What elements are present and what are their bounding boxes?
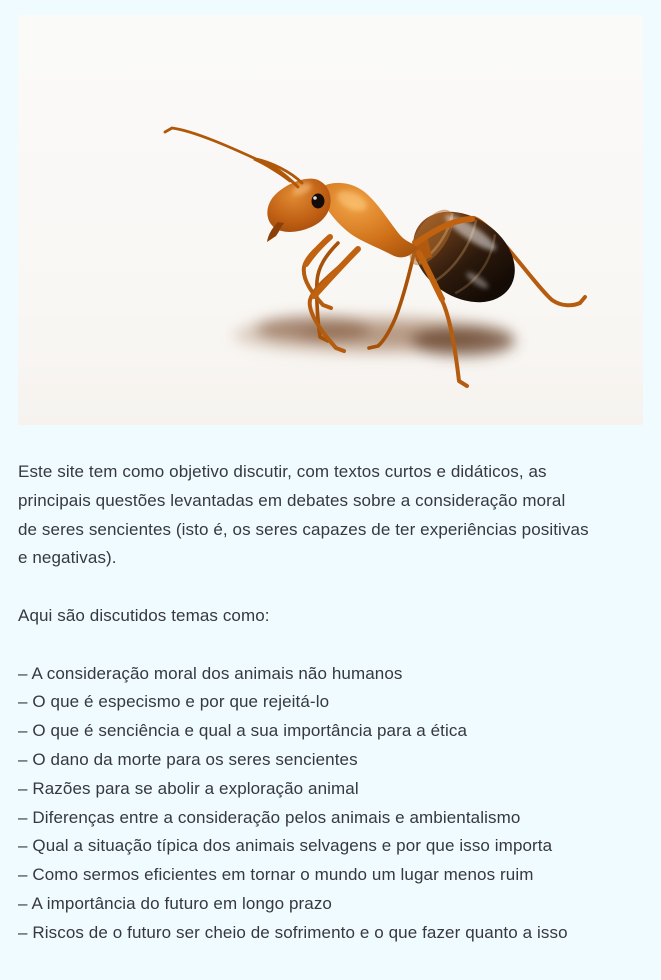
photo-background (18, 15, 643, 425)
topic-item: – Como sermos eficientes em tornar o mundo um lugar menos ruim (18, 865, 534, 885)
topic-item: – Diferenças entre a consideração pelos animais e ambientalismo (18, 807, 521, 827)
topic-item: – A consideração moral dos animais não humanos (18, 663, 403, 683)
topic-item: – O que é senciência e qual a sua importância para a ética (18, 721, 468, 741)
ant-eye (312, 194, 325, 209)
blog-post-page (0, 15, 661, 980)
topics-list (18, 660, 643, 948)
topic-item: – Riscos de o futuro ser cheio de sofrimento e o que fazer quanto a isso (18, 922, 568, 942)
topic-item: – A importância do futuro em longo prazo (18, 893, 332, 913)
intro-line: e negativas). (18, 548, 117, 568)
intro-line: Este site tem como objetivo discutir, com textos curtos e didáticos, as (18, 462, 547, 481)
topic-item: – O que é especismo e por que rejeitá-lo (18, 692, 330, 712)
intro-line: de seres sencientes (isto é, os seres capazes de ter experiências positivas (18, 519, 589, 539)
topic-item: – O dano da morte para os seres sencientes (18, 749, 358, 769)
topics-lead: Aqui são discutidos temas como: (18, 605, 270, 625)
post-content (18, 458, 643, 948)
topic-item: – Qual a situação típica dos animais selvagens e por que isso importa (18, 836, 553, 856)
intro-line: principais questões levantadas em debates sobre a consideração moral (18, 490, 566, 510)
hero-image (18, 15, 643, 425)
intro-paragraph (18, 458, 643, 573)
ant-photo (18, 15, 643, 425)
topic-item: – Razões para se abolir a exploração animal (18, 778, 359, 798)
